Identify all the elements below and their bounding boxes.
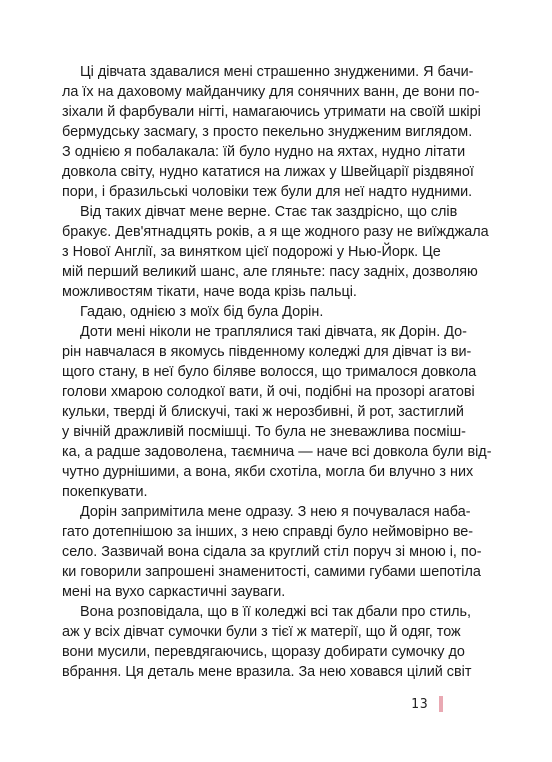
text-line: покепкувати.: [62, 484, 148, 500]
text-line: чутно дурнішими, а вона, якби схотіла, могла би влучно з них: [62, 464, 474, 480]
text-line: у вічній дражливій посмішці. То була не зневажлива посміш-: [62, 424, 466, 440]
text-line: село. Зазвичай вона сідала за круглий стіл поруч зі мною і, по-: [62, 544, 482, 560]
text-line: довкола світу, нудно кататися на лижах у Швейцарії різдвяної: [62, 164, 474, 180]
text-line: Дорін запримітила мене одразу. З нею я почувалася наба-: [80, 504, 471, 520]
text-line: рін навчалася в якомусь південному коледжі для дівчат із ви-: [62, 344, 472, 360]
text-line: Гадаю, однією з моїх бід була Дорін.: [80, 304, 324, 320]
text-line: з Нової Англії, за винятком цієї подорожі у Нью-Йорк. Це: [62, 244, 441, 260]
text-line: ла їх на даховому майданчику для сонячних ванн, де вони по-: [62, 84, 480, 100]
text-line: ки говорили запрошені знаменитості, самими губами шепотіла: [62, 564, 481, 580]
text-line: бракує. Дев'ятнадцять років, а я ще жодного разу не виїжджала: [62, 224, 489, 240]
page-number: 13: [411, 696, 429, 712]
text-line: гато дотепнішою за інших, з нею справді було неймовірно ве-: [62, 524, 474, 540]
text-line: зіхали й фарбували нігті, намагаючись утримати на своїй шкірі: [62, 104, 481, 120]
text-line: аж у всіх дівчат сумочки були з тієї ж матерії, що й одяг, тож: [62, 624, 461, 640]
body-text: [62, 62, 492, 682]
text-line: З однією я побалакала: їй було нудно на яхтах, нудно літати: [62, 144, 466, 160]
text-line: Від таких дівчат мене верне. Стає так заздрісно, що слів: [80, 204, 458, 220]
text-line: кульки, тверді й блискучі, такі ж нерозбивні, й рот, застиглий: [62, 404, 464, 420]
text-line: вбрання. Ця деталь мене вразила. За нею ховався цілий світ: [62, 664, 472, 680]
text-line: голови хмарою солодкої вати, й очі, подібні на прозорі агатові: [62, 384, 475, 400]
text-line: щого стану, в неї було біляве волосся, що трималося довкола: [62, 364, 477, 380]
page-footer: [411, 695, 443, 713]
text-line: вони мусили, перевдягаючись, щоразу добирати сумочку до: [62, 644, 465, 660]
text-line: мені на вухо саркастичні зауваги.: [62, 584, 286, 600]
text-line: ка, а радше задоволена, таємнича — наче всі довкола були від-: [62, 444, 492, 460]
text-line: Доти мені ніколи не траплялися такі дівчата, як Дорін. До-: [80, 324, 467, 340]
text-line: Ці дівчата здавалися мені страшенно знудженими. Я бачи-: [80, 64, 474, 80]
page-marker: [439, 696, 443, 712]
text-line: бермудську засмагу, з просто пекельно знудженим виглядом.: [62, 124, 473, 140]
text-line: мій перший великий шанс, але гляньте: пасу задніх, дозволяю: [62, 264, 478, 280]
text-line: можливостям тікати, наче вода крізь пальці.: [62, 284, 357, 300]
text-line: Вона розповідала, що в її коледжі всі так дбали про стиль,: [80, 604, 472, 620]
text-line: пори, і бразильські чоловіки теж були для неї надто нудними.: [62, 184, 473, 200]
